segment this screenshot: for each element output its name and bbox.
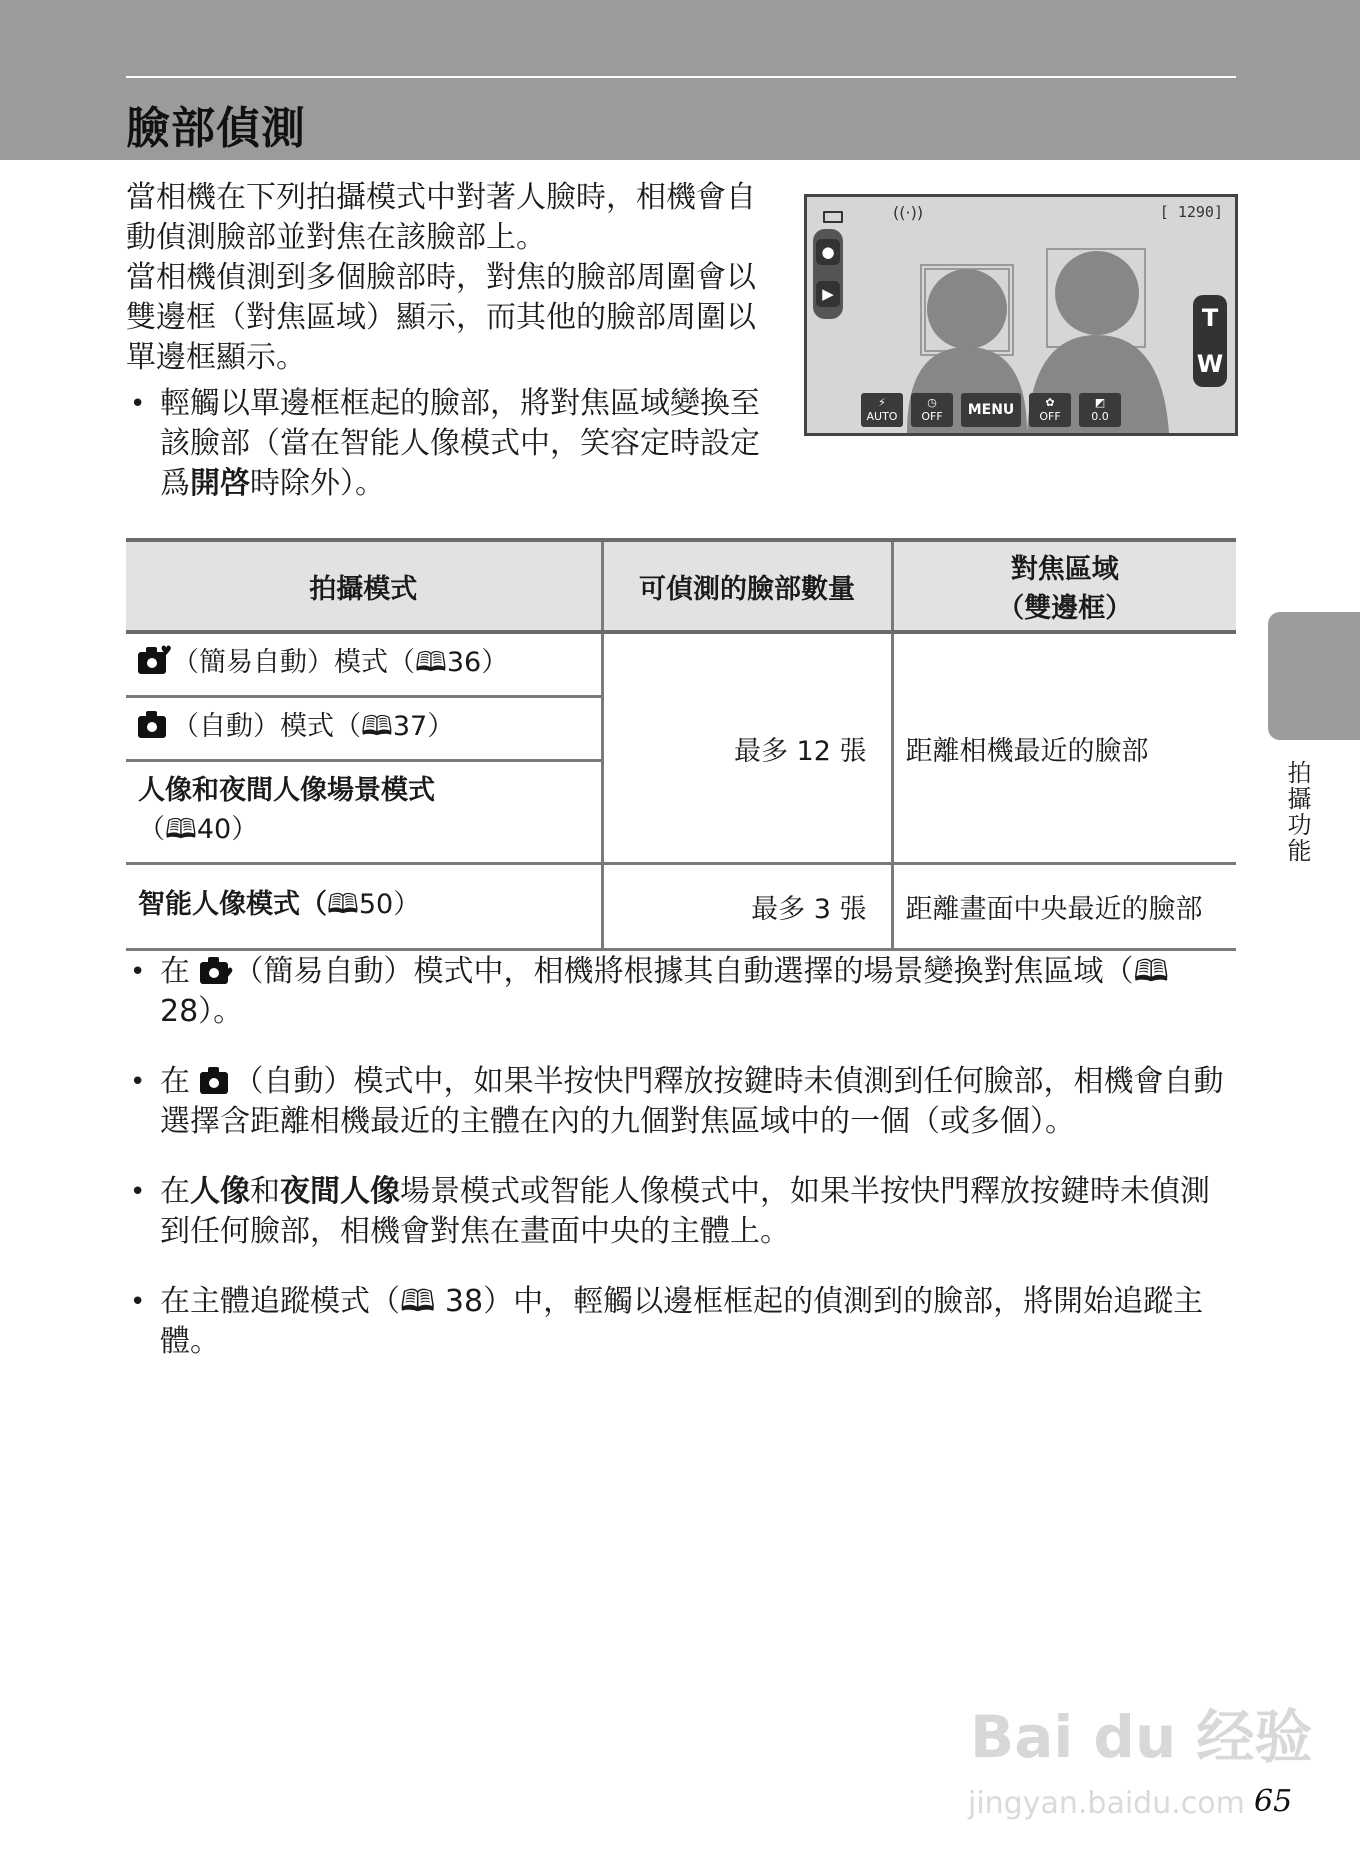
mode-auto-label: （自動）模式（ (172, 711, 361, 742)
easy-auto-icon: ♥ (138, 652, 166, 674)
note-item (126, 1282, 1236, 1362)
face-left (927, 269, 1007, 349)
intro-paragraph-2: 當相機偵測到多個臉部時，對焦的臉部周圍會以雙邊框（對焦區域）顯示，而其他的臉部周圍以單邊框顯示。 (126, 260, 756, 375)
mode-easy-auto-label: （簡易自動）模式（ (172, 647, 415, 678)
mode-cell-auto (126, 697, 602, 761)
mode-portrait-ref: 40） (196, 814, 259, 845)
header-focus-area-line2: （雙邊框） (997, 593, 1133, 624)
flash-button (861, 393, 903, 427)
face-right (1055, 251, 1139, 335)
intro-text (126, 178, 766, 504)
book-icon: 🕮 (327, 889, 359, 920)
section-label: 拍攝功能 (1283, 760, 1311, 864)
intro-bullet (126, 384, 766, 504)
page-number: 65 (1254, 1784, 1293, 1819)
intro-bullet-text: 輕觸以單邊框框起的臉部，將對焦區域變換至該臉部（當在智能人像模式中，笑容定時設定爲 (160, 386, 760, 501)
page-header (0, 0, 1360, 160)
mode-cell-portrait (126, 761, 602, 864)
watermark-url: jingyan.baidu.com (968, 1786, 1245, 1821)
macro-button (1029, 393, 1071, 427)
camera-screen-illustration (804, 194, 1238, 436)
menu-button: MENU (961, 393, 1021, 427)
page-title: 臉部偵測 (126, 103, 306, 154)
header-shooting-mode: 拍攝模式 (126, 540, 602, 632)
note-text: 在 (160, 1174, 190, 1209)
note-text-bold: 夜間人像 (280, 1174, 400, 1209)
shots-remaining: [ 1290] (1159, 203, 1223, 221)
note-text: 38）中，輕觸以邊框框起的偵測到的臉部，將開始追蹤主體。 (160, 1284, 1204, 1359)
book-icon: 🕮 (165, 814, 197, 845)
header-focus-area-line1: 對焦區域 (1010, 554, 1119, 585)
book-icon: 🕮 (415, 647, 447, 678)
mode-easy-auto-ref: 36） (446, 647, 509, 678)
auto-mode-icon (138, 716, 166, 738)
focus-area-cell-smart: 距離畫面中央最近的臉部 (892, 864, 1236, 950)
note-text: 在 (160, 954, 190, 989)
intro-bullet-bold: 開啓 (190, 466, 250, 501)
mode-smart-portrait-ref: 50） (358, 889, 421, 920)
mode-auto-ref: 37） (392, 711, 455, 742)
note-item (126, 1062, 1236, 1142)
focus-area-cell: 距離相機最近的臉部 (892, 632, 1236, 864)
playback-icon: ▶ (816, 281, 840, 307)
header-face-count: 可偵測的臉部數量 (602, 540, 892, 632)
note-text: 場景模式或智能人像模式中，如果半按快門釋放按鍵時未偵測到任何臉部，相機會對焦在畫面中央的主體上。 (160, 1174, 1210, 1249)
note-text-bold: 人像 (190, 1174, 250, 1209)
shooting-mode-icon: ● (816, 239, 840, 265)
note-text: 和 (250, 1174, 280, 1209)
face-detection-table (126, 538, 1236, 951)
flash-icon: ⚡ (878, 396, 886, 409)
book-icon: 🕮 (361, 711, 393, 742)
easy-auto-icon: ♥ (200, 962, 228, 984)
header-rule (126, 76, 1236, 78)
flash-label: AUTO (866, 410, 898, 423)
book-icon: 🕮 (400, 1284, 436, 1319)
mode-portrait-label: 人像和夜間人像場景模式 (138, 775, 435, 806)
exposure-icon: ◩ (1094, 396, 1106, 409)
section-tab (1268, 612, 1360, 740)
note-text: （簡易自動）模式中，相機將根據其自動選擇的場景變換對焦區域（ (233, 954, 1134, 989)
self-timer-label: OFF (921, 410, 943, 423)
table-row (126, 632, 1236, 697)
note-text: 在主體追蹤模式（ (160, 1284, 400, 1319)
zoom-control (1193, 295, 1227, 387)
screen-bottom-bar (861, 393, 1121, 429)
watermark-logo: Bai du 经验 (970, 1703, 1313, 1771)
note-text: 在 (160, 1064, 190, 1099)
macro-icon: ✿ (1045, 396, 1055, 409)
zoom-tele-button: T (1201, 304, 1219, 332)
intro-paragraph-1: 當相機在下列拍攝模式中對著人臉時，相機會自動偵測臉部並對焦在該臉部上。 (126, 180, 756, 255)
notes-list (126, 922, 1236, 1366)
stabilizer-icon: ((·)) (893, 203, 924, 222)
exposure-button (1079, 393, 1121, 427)
macro-label: OFF (1039, 410, 1061, 423)
book-icon: 🕮 (1133, 954, 1169, 989)
zoom-wide-button: W (1196, 350, 1224, 378)
intro-bullet-end: 時除外）。 (250, 466, 385, 501)
self-timer-button (911, 393, 953, 427)
note-item (126, 952, 1236, 1032)
exposure-label: 0.0 (1091, 410, 1109, 423)
face-count-cell: 最多 12 張 (602, 632, 892, 864)
table-header-row (126, 540, 1236, 632)
header-focus-area (892, 540, 1236, 632)
note-item (126, 1172, 1236, 1252)
mode-cell-easy-auto (126, 632, 602, 697)
note-text: 28）。 (160, 994, 244, 1029)
auto-mode-icon (200, 1072, 228, 1094)
mode-portrait-ref-open: （ (138, 814, 165, 845)
mode-smart-portrait-label: 智能人像模式（ (138, 889, 327, 920)
self-timer-icon: ◷ (927, 396, 937, 409)
face-count-cell-smart: 最多 3 張 (602, 864, 892, 950)
note-text: （自動）模式中，如果半按快門釋放按鍵時未偵測到任何臉部，相機會自動選擇含距離相機最近的主體在內的九個對焦區域中的一個（或多個）。 (160, 1064, 1224, 1139)
